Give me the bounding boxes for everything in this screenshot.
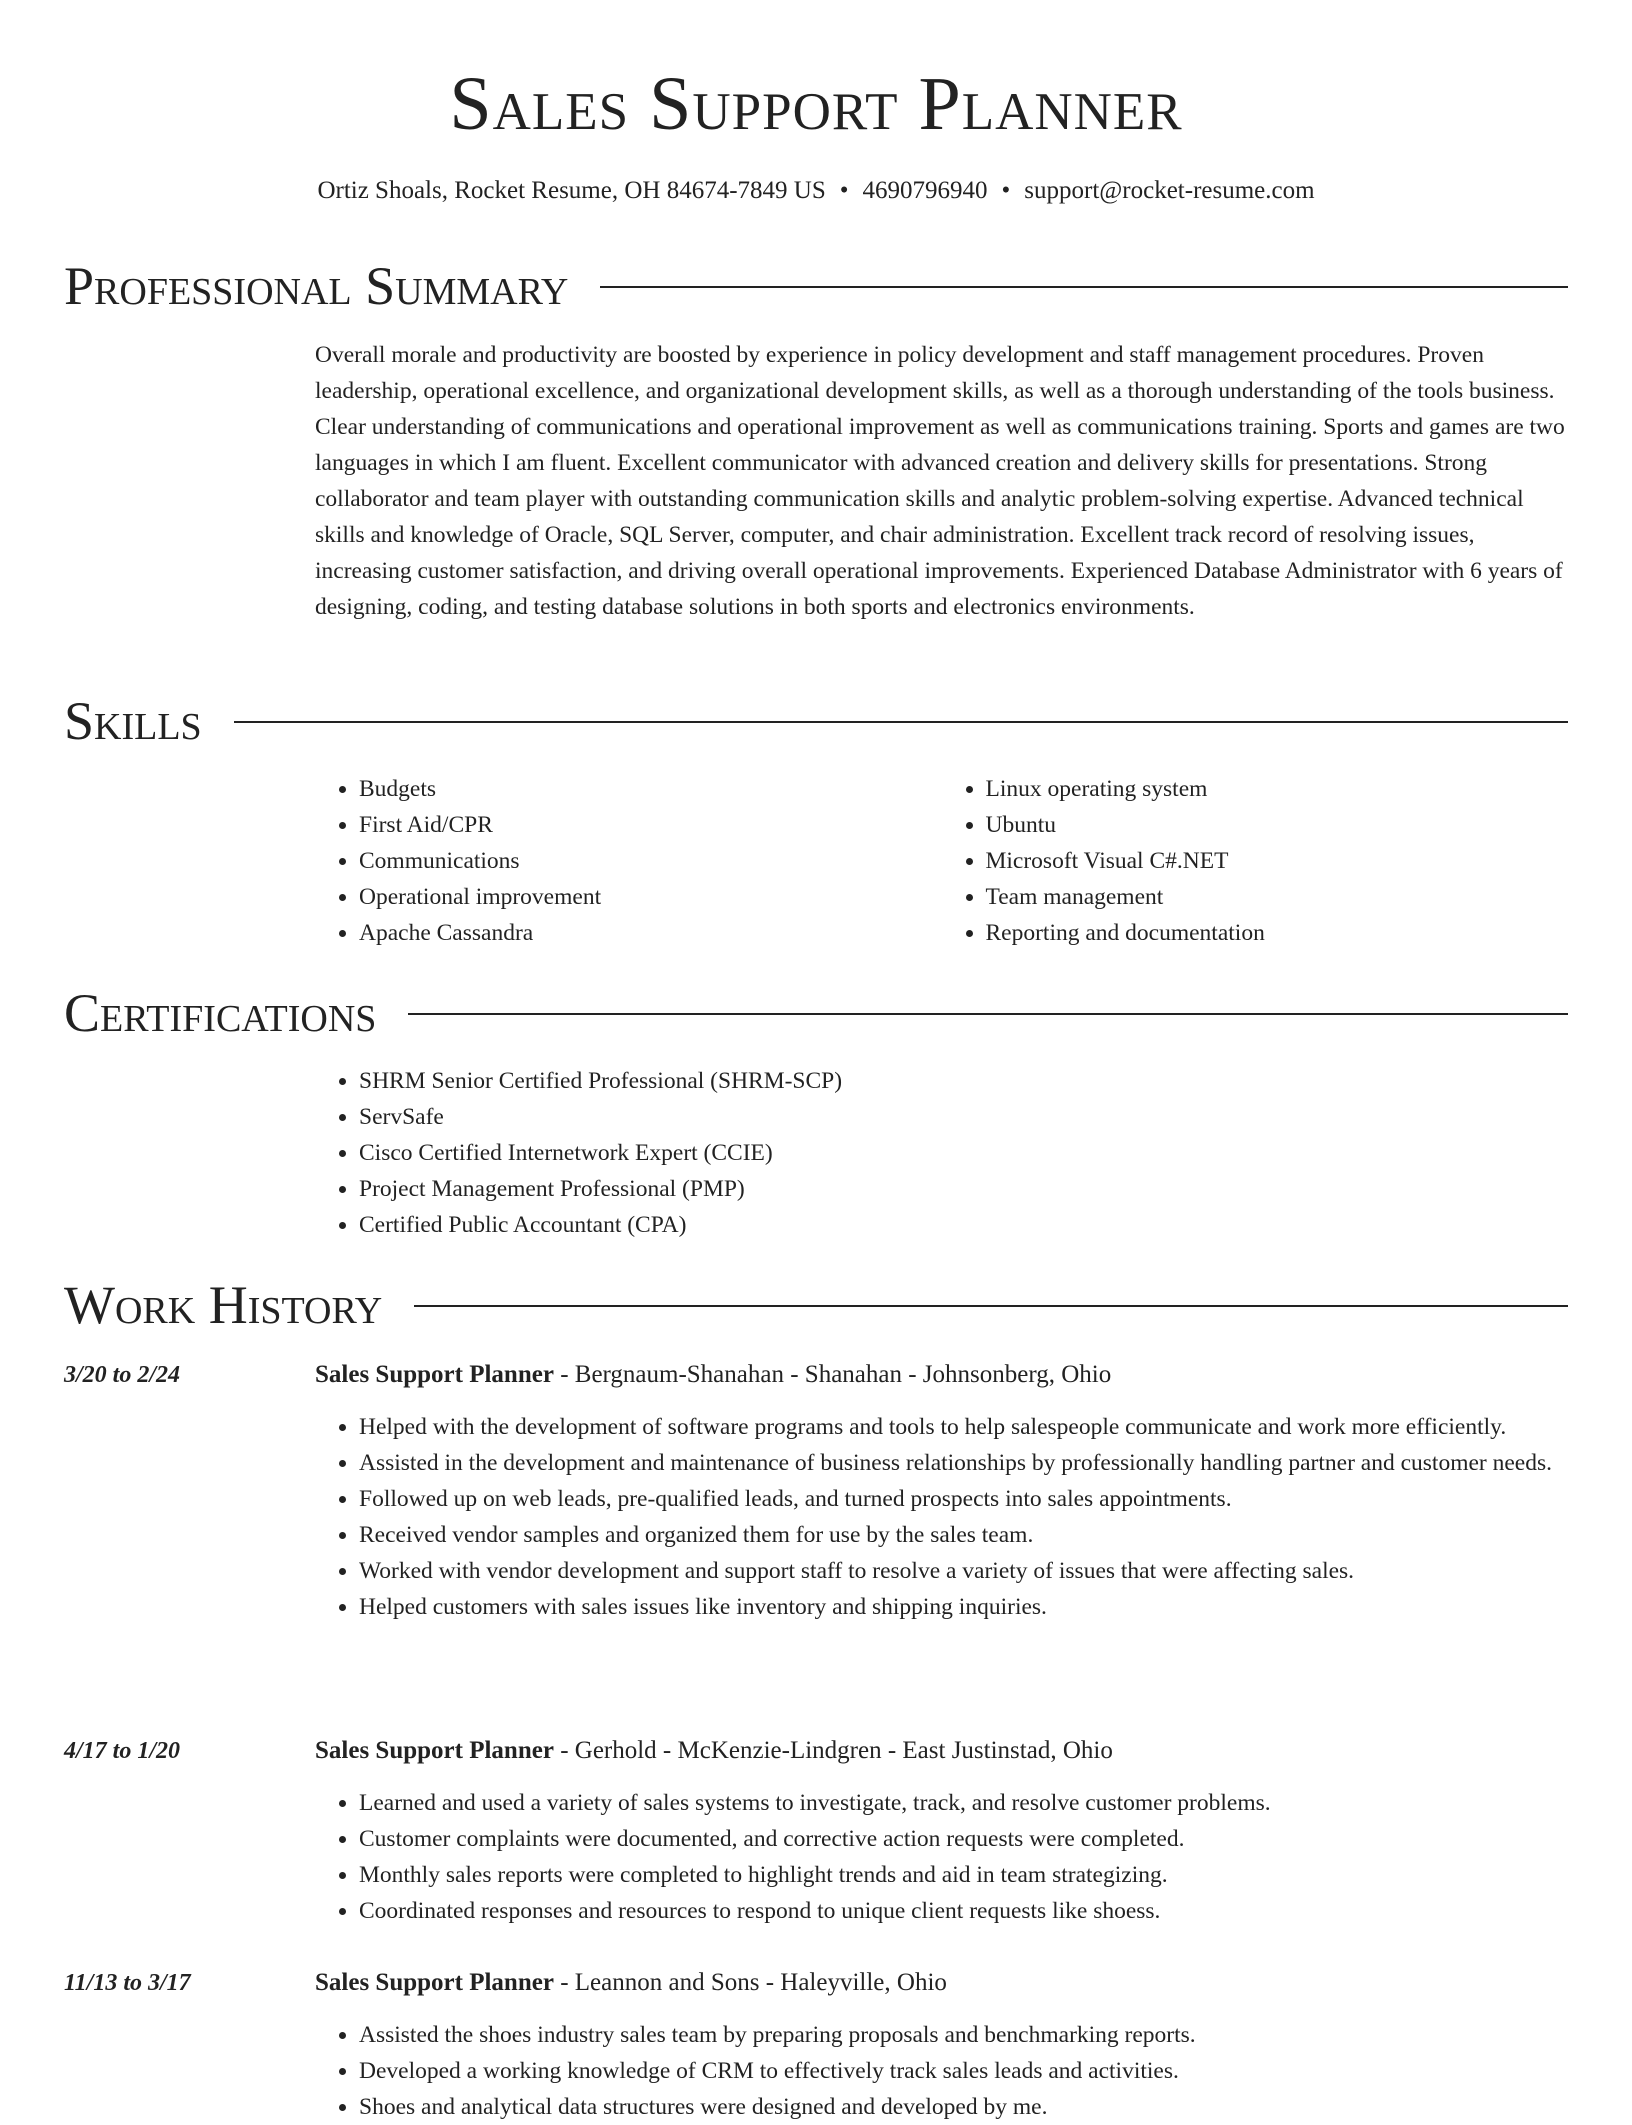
job-role: Sales Support Planner (315, 1361, 554, 1388)
job-details: - Gerhold - McKenzie-Lindgren - East Justinstad, Ohio (553, 1737, 1113, 1764)
job-dates: 3/20 to 2/24 (64, 1362, 181, 1388)
job-bullets (315, 1409, 1568, 1625)
skill-item: • Budgets (359, 771, 942, 807)
job-bullet: • Learned and used a variety of sales systems to investigate, track, and resolve customer problems. (359, 1785, 1568, 1821)
section-divider (234, 721, 1568, 723)
skills-column-right (942, 771, 1569, 951)
skill-item: • Reporting and documentation (986, 915, 1569, 951)
job-role: Sales Support Planner (315, 1737, 554, 1764)
job-bullet: • Helped customers with sales issues like inventory and shipping inquiries. (359, 1589, 1568, 1625)
job-heading (315, 1357, 1568, 1393)
separator: • (1001, 177, 1011, 204)
certification-item: • Certified Public Accountant (CPA) (359, 1207, 1568, 1243)
certification-item: • Project Management Professional (PMP) (359, 1171, 1568, 1207)
skill-item: • Ubuntu (986, 807, 1569, 843)
job-dates: 11/13 to 3/17 (64, 1970, 191, 1996)
skill-item: • Team management (986, 879, 1569, 915)
section-title: Professional Summary (64, 256, 569, 316)
job-bullet: • Coordinated responses and resources to respond to unique client requests like shoess. (359, 1893, 1568, 1929)
certifications-items (315, 1063, 1568, 1243)
job-role: Sales Support Planner (315, 1969, 554, 1996)
job-entry (315, 1733, 1568, 1929)
job-entry (315, 1965, 1568, 2125)
section-header-certifications (64, 983, 1568, 1043)
address: Ortiz Shoals, Rocket Resume, OH 84674-7849 US (317, 177, 826, 204)
skills-column-left (315, 771, 942, 951)
separator: • (839, 177, 849, 204)
certification-item: • ServSafe (359, 1099, 1568, 1135)
summary-text: Overall morale and productivity are boosted by experience in policy development and staff management procedures. Proven leadership, operational excellence, and organizational development skills, as well as a thorough understanding of the tools business. Clear understanding of communications and operational improvement as well as communications training. Sports and games are two languages in which I am fluent. Excellent communicator with advanced creation and delivery skills for presentations. Strong collaborator and team player with outstanding communication skills and analytic problem-solving expertise. Advanced technical skills and knowledge of Oracle, SQL Server, computer, and chair administration. Excellent track record of resolving issues, increasing customer satisfaction, and driving overall operational improvements. Experienced Database Administrator with 6 years of designing, coding, and testing database solutions in both sports and electronics environments. (315, 342, 1565, 620)
section-header-work-history (64, 1275, 1568, 1335)
summary-block (315, 337, 1568, 625)
skill-item: • Linux operating system (986, 771, 1569, 807)
skill-item: • Apache Cassandra (359, 915, 942, 951)
skills-list (315, 771, 1568, 951)
certification-item: • SHRM Senior Certified Professional (SHRM-SCP) (359, 1063, 1568, 1099)
skill-item: • Communications (359, 843, 942, 879)
job-bullets (315, 1785, 1568, 1929)
job-dates: 4/17 to 1/20 (64, 1738, 181, 1764)
job-bullet: • Received vendor samples and organized them for use by the sales team. (359, 1517, 1568, 1553)
section-title: Skills (64, 691, 202, 751)
job-details: - Bergnaum-Shanahan - Shanahan - Johnsonberg, Ohio (553, 1361, 1112, 1388)
section-divider (600, 286, 1568, 288)
job-details: - Leannon and Sons - Haleyville, Ohio (553, 1969, 947, 1996)
job-bullet: • Assisted the shoes industry sales team by preparing proposals and benchmarking reports. (359, 2017, 1568, 2053)
certification-item: • Cisco Certified Internetwork Expert (CCIE) (359, 1135, 1568, 1171)
job-bullet: • Helped with the development of software programs and tools to help salespeople communicate and work more efficiently. (359, 1409, 1568, 1445)
candidate-name: Sales Support Planner (449, 62, 1183, 146)
section-divider (414, 1305, 1568, 1307)
section-header-skills (64, 691, 1568, 751)
job-bullets (315, 2017, 1568, 2125)
job-bullet: • Developed a working knowledge of CRM to effectively track sales leads and activities. (359, 2053, 1568, 2089)
skill-item: • First Aid/CPR (359, 807, 942, 843)
skill-item: • Operational improvement (359, 879, 942, 915)
email: support@rocket-resume.com (1024, 177, 1315, 204)
skill-item: • Microsoft Visual C#.NET (986, 843, 1569, 879)
job-heading (315, 1965, 1568, 2001)
contact-line (0, 174, 1632, 208)
job-bullet: • Customer complaints were documented, and corrective action requests were completed. (359, 1821, 1568, 1857)
section-title: Certifications (64, 983, 377, 1043)
section-title: Work History (64, 1275, 383, 1335)
certifications-list (315, 1063, 1568, 1243)
job-bullet: • Followed up on web leads, pre-qualified leads, and turned prospects into sales appointments. (359, 1481, 1568, 1517)
job-bullet: • Shoes and analytical data structures were designed and developed by me. (359, 2089, 1568, 2125)
job-bullet: • Assisted in the development and maintenance of business relationships by professionally handling partner and customer needs. (359, 1445, 1568, 1481)
job-heading (315, 1733, 1568, 1769)
phone: 4690796940 (862, 177, 988, 204)
job-bullet: • Monthly sales reports were completed to highlight trends and aid in team strategizing. (359, 1857, 1568, 1893)
section-header-summary (64, 256, 1568, 316)
job-entry (315, 1357, 1568, 1625)
job-bullet: • Worked with vendor development and support staff to resolve a variety of issues that were affecting sales. (359, 1553, 1568, 1589)
section-divider (408, 1013, 1568, 1015)
